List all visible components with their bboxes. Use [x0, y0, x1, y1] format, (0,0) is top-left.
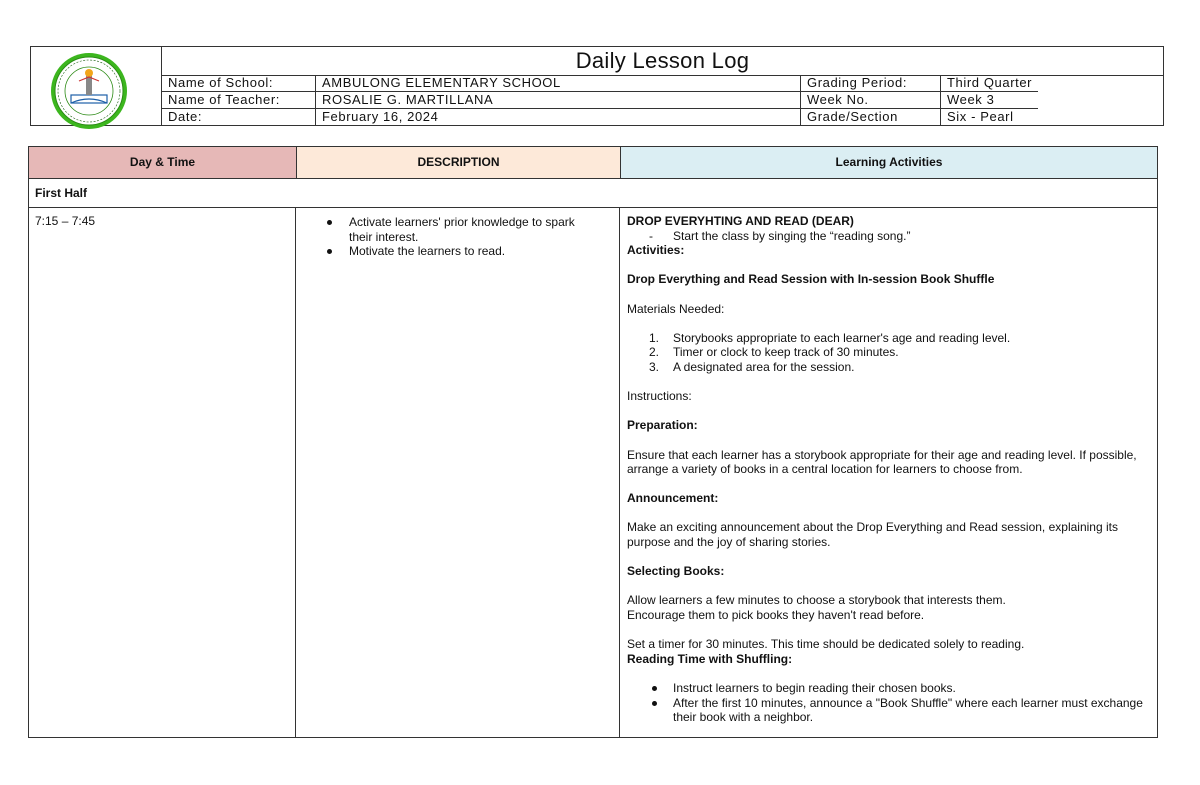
description-header: DESCRIPTION: [297, 147, 621, 179]
preparation-text: Ensure that each learner has a storybook appropriate for their age and reading level. If possible, arrange a variety of books in a central location for learners to choose from.: [627, 447, 1137, 477]
info-row: [162, 92, 1038, 109]
activities-cell: [621, 208, 1157, 737]
school-info-table: [162, 75, 1038, 125]
page-title: Daily Lesson Log: [162, 47, 1163, 76]
material-text: A designated area for the session.: [673, 359, 855, 374]
lesson-log-header: [30, 46, 1164, 126]
dear-step-text: Start the class by singing the “reading song.”: [673, 228, 911, 243]
reading-steps-list: [627, 681, 1151, 725]
bullet-icon: [327, 249, 332, 254]
school-label: Name of School:: [162, 75, 316, 92]
list-item: [627, 681, 1151, 696]
reading-step: Instruct learners to begin reading their chosen books.: [673, 681, 956, 695]
timer-text: Set a timer for 30 minutes. This time should be dedicated solely to reading.: [627, 637, 1025, 652]
teacher-label: Name of Teacher:: [162, 92, 316, 109]
list-item: [297, 244, 619, 259]
description-item: Activate learners' prior knowledge to spark their interest.: [349, 215, 575, 244]
list-item: [627, 696, 1151, 725]
school-logo-icon: [49, 51, 129, 131]
learning-activities-header: Learning Activities: [621, 147, 1157, 179]
announcement-label: Announcement:: [627, 491, 719, 506]
description-list: [297, 215, 619, 259]
list-item: [627, 360, 1151, 375]
day-time-header: Day & Time: [29, 147, 297, 179]
date-label: Date:: [162, 109, 316, 126]
dear-step: [627, 229, 1151, 244]
time-cell: 7:15 – 7:45: [29, 208, 296, 737]
first-half-row: First Half: [29, 179, 1157, 208]
list-item: [627, 331, 1151, 346]
grade-label: Grade/Section: [801, 109, 941, 126]
material-text: Storybooks appropriate to each learner's age and reading level.: [673, 330, 1011, 345]
dear-title: DROP EVERYHTING AND READ (DEAR): [627, 214, 854, 228]
material-text: Timer or clock to keep track of 30 minutes.: [673, 345, 899, 360]
grade-value: Six - Pearl: [947, 109, 1014, 124]
reading-step: After the first 10 minutes, announce a "Book Shuffle" where each learner must exchange their book with a neighbor.: [673, 695, 1143, 725]
logo-cell: [31, 47, 162, 125]
item-number: 3.: [649, 359, 660, 374]
week-value: Week 3: [941, 92, 1039, 109]
session-title: Drop Everything and Read Session with In-session Book Shuffle: [627, 272, 995, 287]
bullet-icon: [327, 220, 332, 225]
dash-marker: -: [649, 228, 653, 243]
preparation-label: Preparation:: [627, 418, 698, 433]
selecting-books-label: Selecting Books:: [627, 564, 725, 579]
selecting-books-text: Allow learners a few minutes to choose a storybook that interests them.: [627, 593, 1006, 608]
date-value: February 16, 2024: [316, 109, 801, 126]
lesson-table: [28, 146, 1158, 738]
description-item: Motivate the learners to read.: [349, 244, 506, 259]
selecting-books-text: Encourage them to pick books they haven't read before.: [627, 608, 925, 623]
instructions-label: Instructions:: [627, 389, 692, 404]
school-value: AMBULONG ELEMENTARY SCHOOL: [316, 75, 801, 92]
announcement-text: Make an exciting announcement about the Drop Everything and Read session, explaining its purpose and the joy of sharing stories.: [627, 520, 1118, 550]
list-item: [297, 215, 619, 244]
description-cell: [297, 208, 620, 737]
teacher-value: ROSALIE G. MARTILLANA: [316, 92, 801, 109]
item-number: 2.: [649, 345, 660, 360]
activities-label: Activities:: [627, 243, 685, 258]
week-label: Week No.: [801, 92, 941, 109]
bullet-icon: [652, 701, 657, 706]
info-row: [162, 75, 1038, 92]
materials-list: [627, 331, 1151, 375]
item-number: 1.: [649, 330, 660, 345]
list-item: [627, 345, 1151, 360]
period-label: Grading Period:: [801, 75, 941, 92]
materials-label: Materials Needed:: [627, 301, 725, 316]
period-value: Third Quarter: [941, 75, 1039, 92]
reading-time-label: Reading Time with Shuffling:: [627, 651, 793, 666]
bullet-icon: [652, 686, 657, 691]
info-row: [162, 109, 1038, 126]
